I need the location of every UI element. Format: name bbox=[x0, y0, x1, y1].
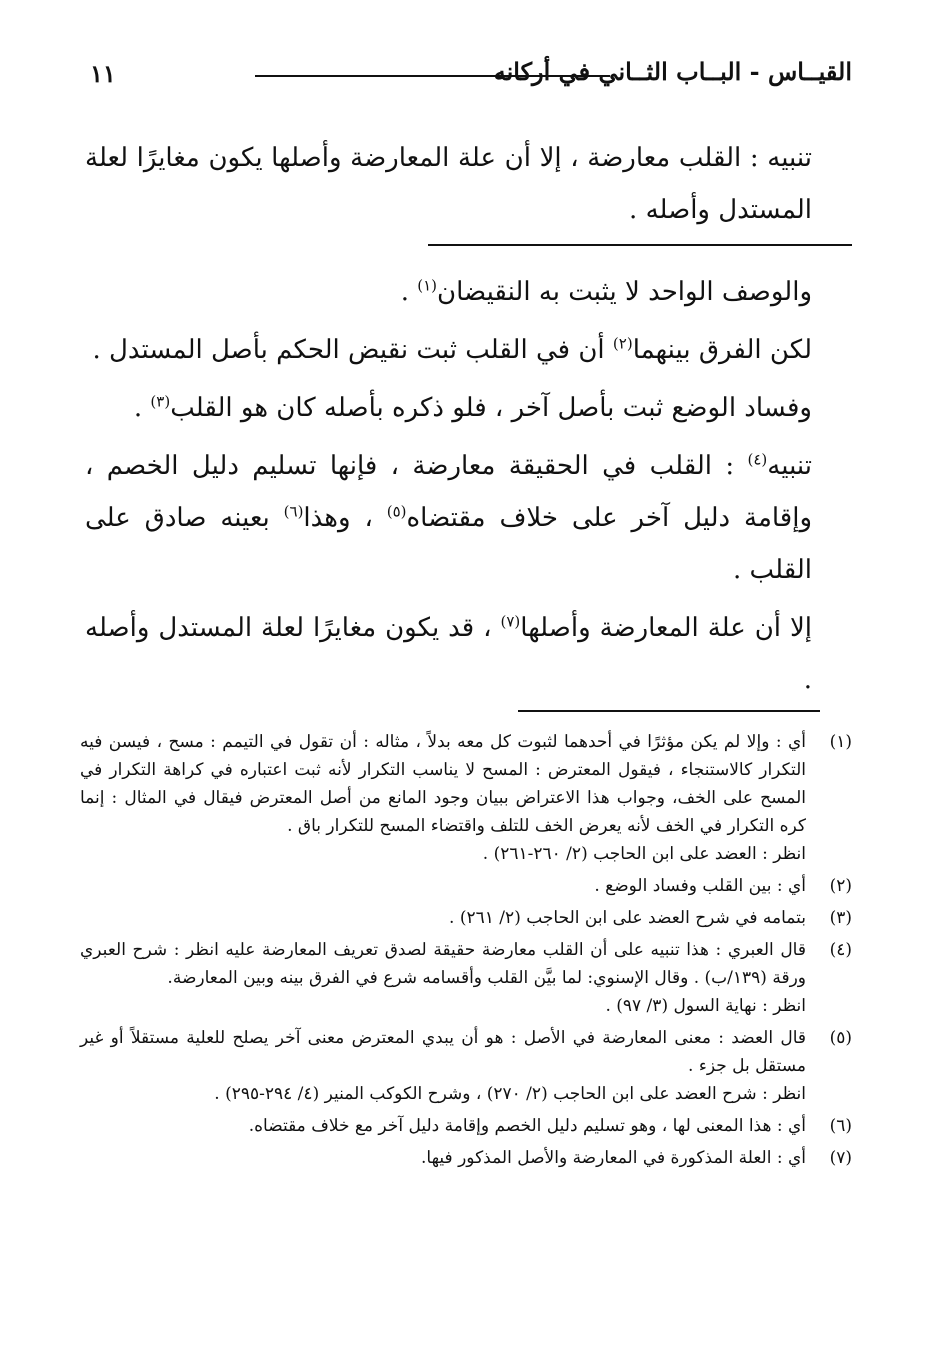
footnote-text: بتمامه في شرح العضد على ابن الحاجب (٢/ ٢٦١) . bbox=[449, 908, 806, 928]
footnote-ref-7[interactable]: (٧) bbox=[500, 612, 521, 631]
footnote-text: أي : بين القلب وفساد الوضع . bbox=[594, 876, 806, 896]
paragraph-3-tail: . bbox=[133, 393, 151, 423]
footnote-number: (٢) bbox=[829, 876, 852, 896]
footnote-text: قال العضد : معنى المعارضة في الأصل : هو أن يبدي المعترض معنى آخر يصلح للعلية مستقلاً أو غير مستقل بل جزء . bbox=[80, 1028, 806, 1076]
footnote-ref-6[interactable]: (٦) bbox=[283, 502, 304, 521]
footnote-number: (٦) bbox=[829, 1116, 852, 1136]
footnotes-divider bbox=[518, 710, 820, 712]
footnote-number: (٣) bbox=[829, 908, 852, 928]
section-divider bbox=[428, 244, 852, 246]
footnote-source: انظر : نهاية السول (٣/ ٩٧) . bbox=[605, 996, 806, 1016]
footnote-text: أي : العلة المذكورة في المعارضة والأصل المذكور فيها. bbox=[421, 1148, 806, 1168]
paragraph-5-text-a: إلا أن علة المعارضة وأصلها bbox=[520, 613, 813, 643]
paragraph-4 bbox=[85, 440, 852, 596]
paragraph-3-text: وفساد الوضع ثبت بأصل آخر ، فلو ذكره بأصله كان هو القلب bbox=[170, 393, 812, 423]
footnote-number: (٧) bbox=[829, 1148, 852, 1168]
footnote-number: (٤) bbox=[829, 940, 852, 960]
footnote-ref-2[interactable]: (٢) bbox=[612, 334, 633, 353]
paragraph-5-text-b: ، قد يكون مغايرًا لعلة المستدل وأصله . bbox=[85, 613, 812, 695]
paragraph-4-text-a: تنبيه bbox=[767, 451, 812, 481]
paragraph-4-text-d: بعينه صادق على القلب . bbox=[85, 503, 812, 585]
paragraph-1 bbox=[85, 266, 852, 318]
footnotes bbox=[80, 728, 852, 1176]
footnote-source: انظر : العضد على ابن الحاجب (٢/ ٢٦٠-٢٦١) . bbox=[482, 844, 806, 864]
footnote-7 bbox=[80, 1144, 852, 1172]
footnote-ref-1[interactable]: (١) bbox=[417, 276, 438, 295]
paragraph-4-text-b: : القلب في الحقيقة معارضة ، فإنها تسليم دليل الخصم ، وإقامة دليل آخر على خلاف مقتضاه bbox=[85, 451, 813, 533]
footnote-text: أي : هذا المعنى لها ، وهو تسليم دليل الخصم وإقامة دليل آخر مع خلاف مقتضاه. bbox=[248, 1116, 806, 1136]
paragraph-1-tail: . bbox=[400, 277, 418, 307]
footnote-text: قال العبري : هذا تنبيه على أن القلب معارضة حقيقة لصدق تعريف المعارضة عليه انظر : شرح العبري ورقة (١٣٩/ب) . وقال الإسنوي: لما بيَّن القلب وأقسامه شرع في الفرق بينه وبين المعارضة. bbox=[80, 940, 806, 988]
paragraph-1-text: والوصف الواحد لا يثبت به النقيضان bbox=[437, 277, 812, 307]
footnote-2 bbox=[80, 872, 852, 900]
paragraph-2-text-a: لكن الفرق بينهما bbox=[632, 335, 812, 365]
footnote-1 bbox=[80, 728, 852, 868]
footnote-ref-4[interactable]: (٤) bbox=[747, 450, 768, 469]
footnote-ref-5[interactable]: (٥) bbox=[386, 502, 407, 521]
footnote-ref-3[interactable]: (٣) bbox=[150, 392, 171, 411]
footnote-3 bbox=[80, 904, 852, 932]
page-number: ١١ bbox=[90, 59, 116, 88]
footnote-5 bbox=[80, 1024, 852, 1108]
paragraph-2-text-b: أن في القلب ثبت نقيض الحكم بأصل المستدل . bbox=[92, 335, 613, 365]
top-paragraph: تنبيه : القلب معارضة ، إلا أن علة المعارضة وأصلها يكون مغايرًا لعلة المستدل وأصله . bbox=[85, 143, 812, 225]
paragraph-5 bbox=[85, 602, 852, 706]
footnote-number: (١) bbox=[829, 732, 852, 752]
paragraph-2 bbox=[85, 324, 852, 376]
top-paragraph-block bbox=[85, 132, 852, 236]
main-text-block bbox=[85, 266, 852, 706]
footnote-source: انظر : شرح العضد على ابن الحاجب (٢/ ٢٧٠) ، وشرح الكوكب المنير (٤/ ٢٩٤-٢٩٥) . bbox=[214, 1084, 806, 1104]
running-title: القيــاس - البــاب الثــاني في أركانه bbox=[493, 57, 852, 86]
footnote-text: أي : وإلا لم يكن مؤثرًا في أحدهما لثبوت كل معه بدلاً ، مثاله : أن تقول في التيمم : مسح ، فيسن فيه التكرار كالاستنجاء ، فيقول المعترض : المسح لا يناسب التكرار لأنه ثبت اعتباره في كراهة التكرار في المسح على الخف، وجواب هذا الاعتراض ببيان وجود المانع من أصل المعترض فيقال في المثال : إنما كره التكرار في الخف لأنه يعرض الخف للتلف واقتضاء المسح للتكرار باق . bbox=[80, 732, 806, 836]
paragraph-4-text-c: ، وهذا bbox=[303, 503, 387, 533]
footnote-number: (٥) bbox=[829, 1028, 852, 1048]
page-header bbox=[80, 55, 852, 95]
paragraph-3 bbox=[85, 382, 852, 434]
footnote-4 bbox=[80, 936, 852, 1020]
footnote-6 bbox=[80, 1112, 852, 1140]
